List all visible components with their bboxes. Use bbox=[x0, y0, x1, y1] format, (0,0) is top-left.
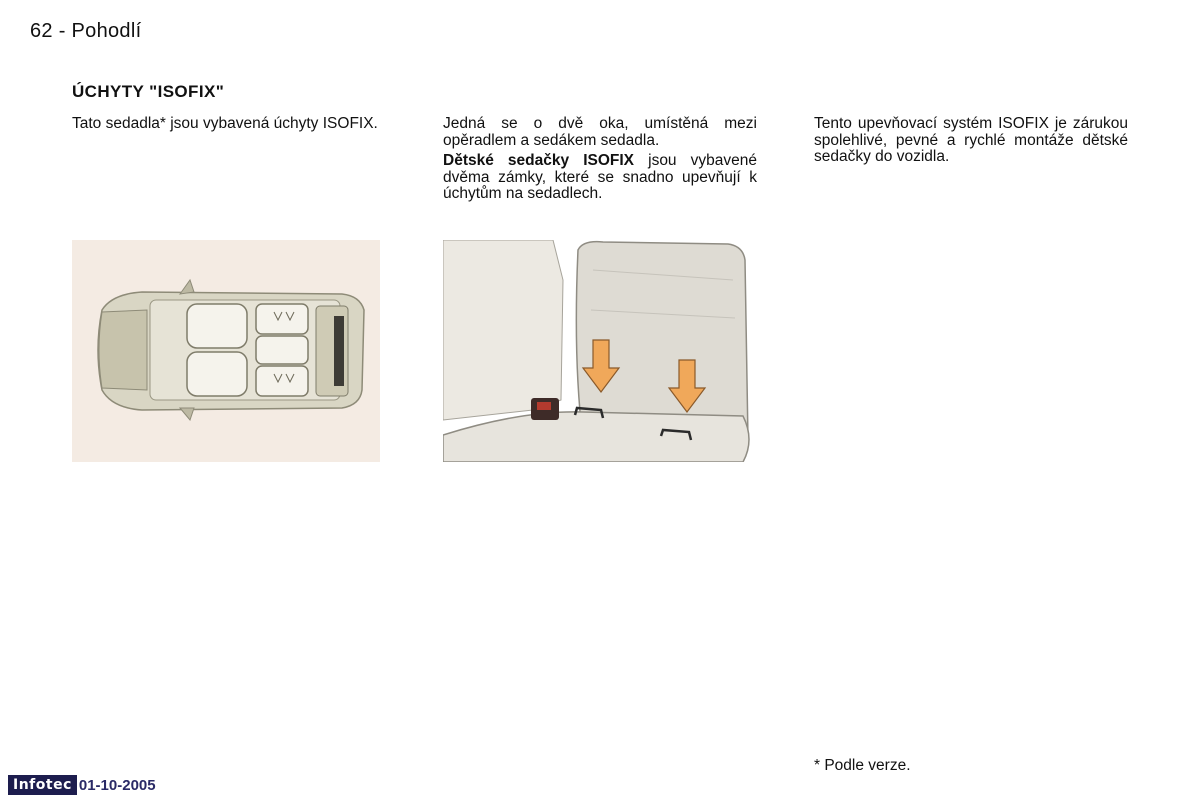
front-right-seat bbox=[187, 352, 247, 396]
car-top-view-figure bbox=[72, 240, 380, 462]
column-3 bbox=[814, 116, 1128, 170]
col3-text: Tento upevňovací systém ISOFIX je zárukou spolehlivé, pevné a rychlé montáže dětské sedačky do vozidla. bbox=[814, 115, 1128, 165]
rear-seat-1 bbox=[256, 304, 308, 334]
col2-para2-rest: jsou vybavené dvěma zámky, které se snadno upevňují k úchytům na sedadlech. bbox=[443, 152, 757, 202]
footnote: * Podle verze. bbox=[814, 757, 911, 774]
column-1 bbox=[72, 116, 386, 137]
footer-date: 01-10-2005 bbox=[78, 776, 156, 794]
col2-para2-bold: Dětské sedačky ISOFIX bbox=[443, 152, 635, 169]
footer bbox=[8, 775, 156, 795]
rear-window bbox=[334, 316, 344, 386]
column-2 bbox=[443, 116, 757, 207]
car-hood bbox=[99, 310, 147, 390]
buckle-button bbox=[537, 402, 551, 410]
left-seat-back bbox=[443, 240, 563, 420]
col2-para1: Jedná se o dvě oka, umístěná mezi opěradlem a sedákem sedadla. bbox=[443, 115, 757, 149]
infotec-logo: Infotec bbox=[8, 775, 77, 795]
section-title: ÚCHYTY "ISOFIX" bbox=[72, 82, 225, 101]
col1-text: Tato sedadla* jsou vybavená úchyty ISOFIX. bbox=[72, 115, 378, 132]
rear-seat-3 bbox=[256, 366, 308, 396]
page-header: 62 - Pohodlí bbox=[30, 20, 142, 42]
rear-seat-2 bbox=[256, 336, 308, 364]
col2-para2 bbox=[443, 153, 757, 203]
isofix-seat-figure bbox=[443, 240, 756, 462]
front-left-seat bbox=[187, 304, 247, 348]
